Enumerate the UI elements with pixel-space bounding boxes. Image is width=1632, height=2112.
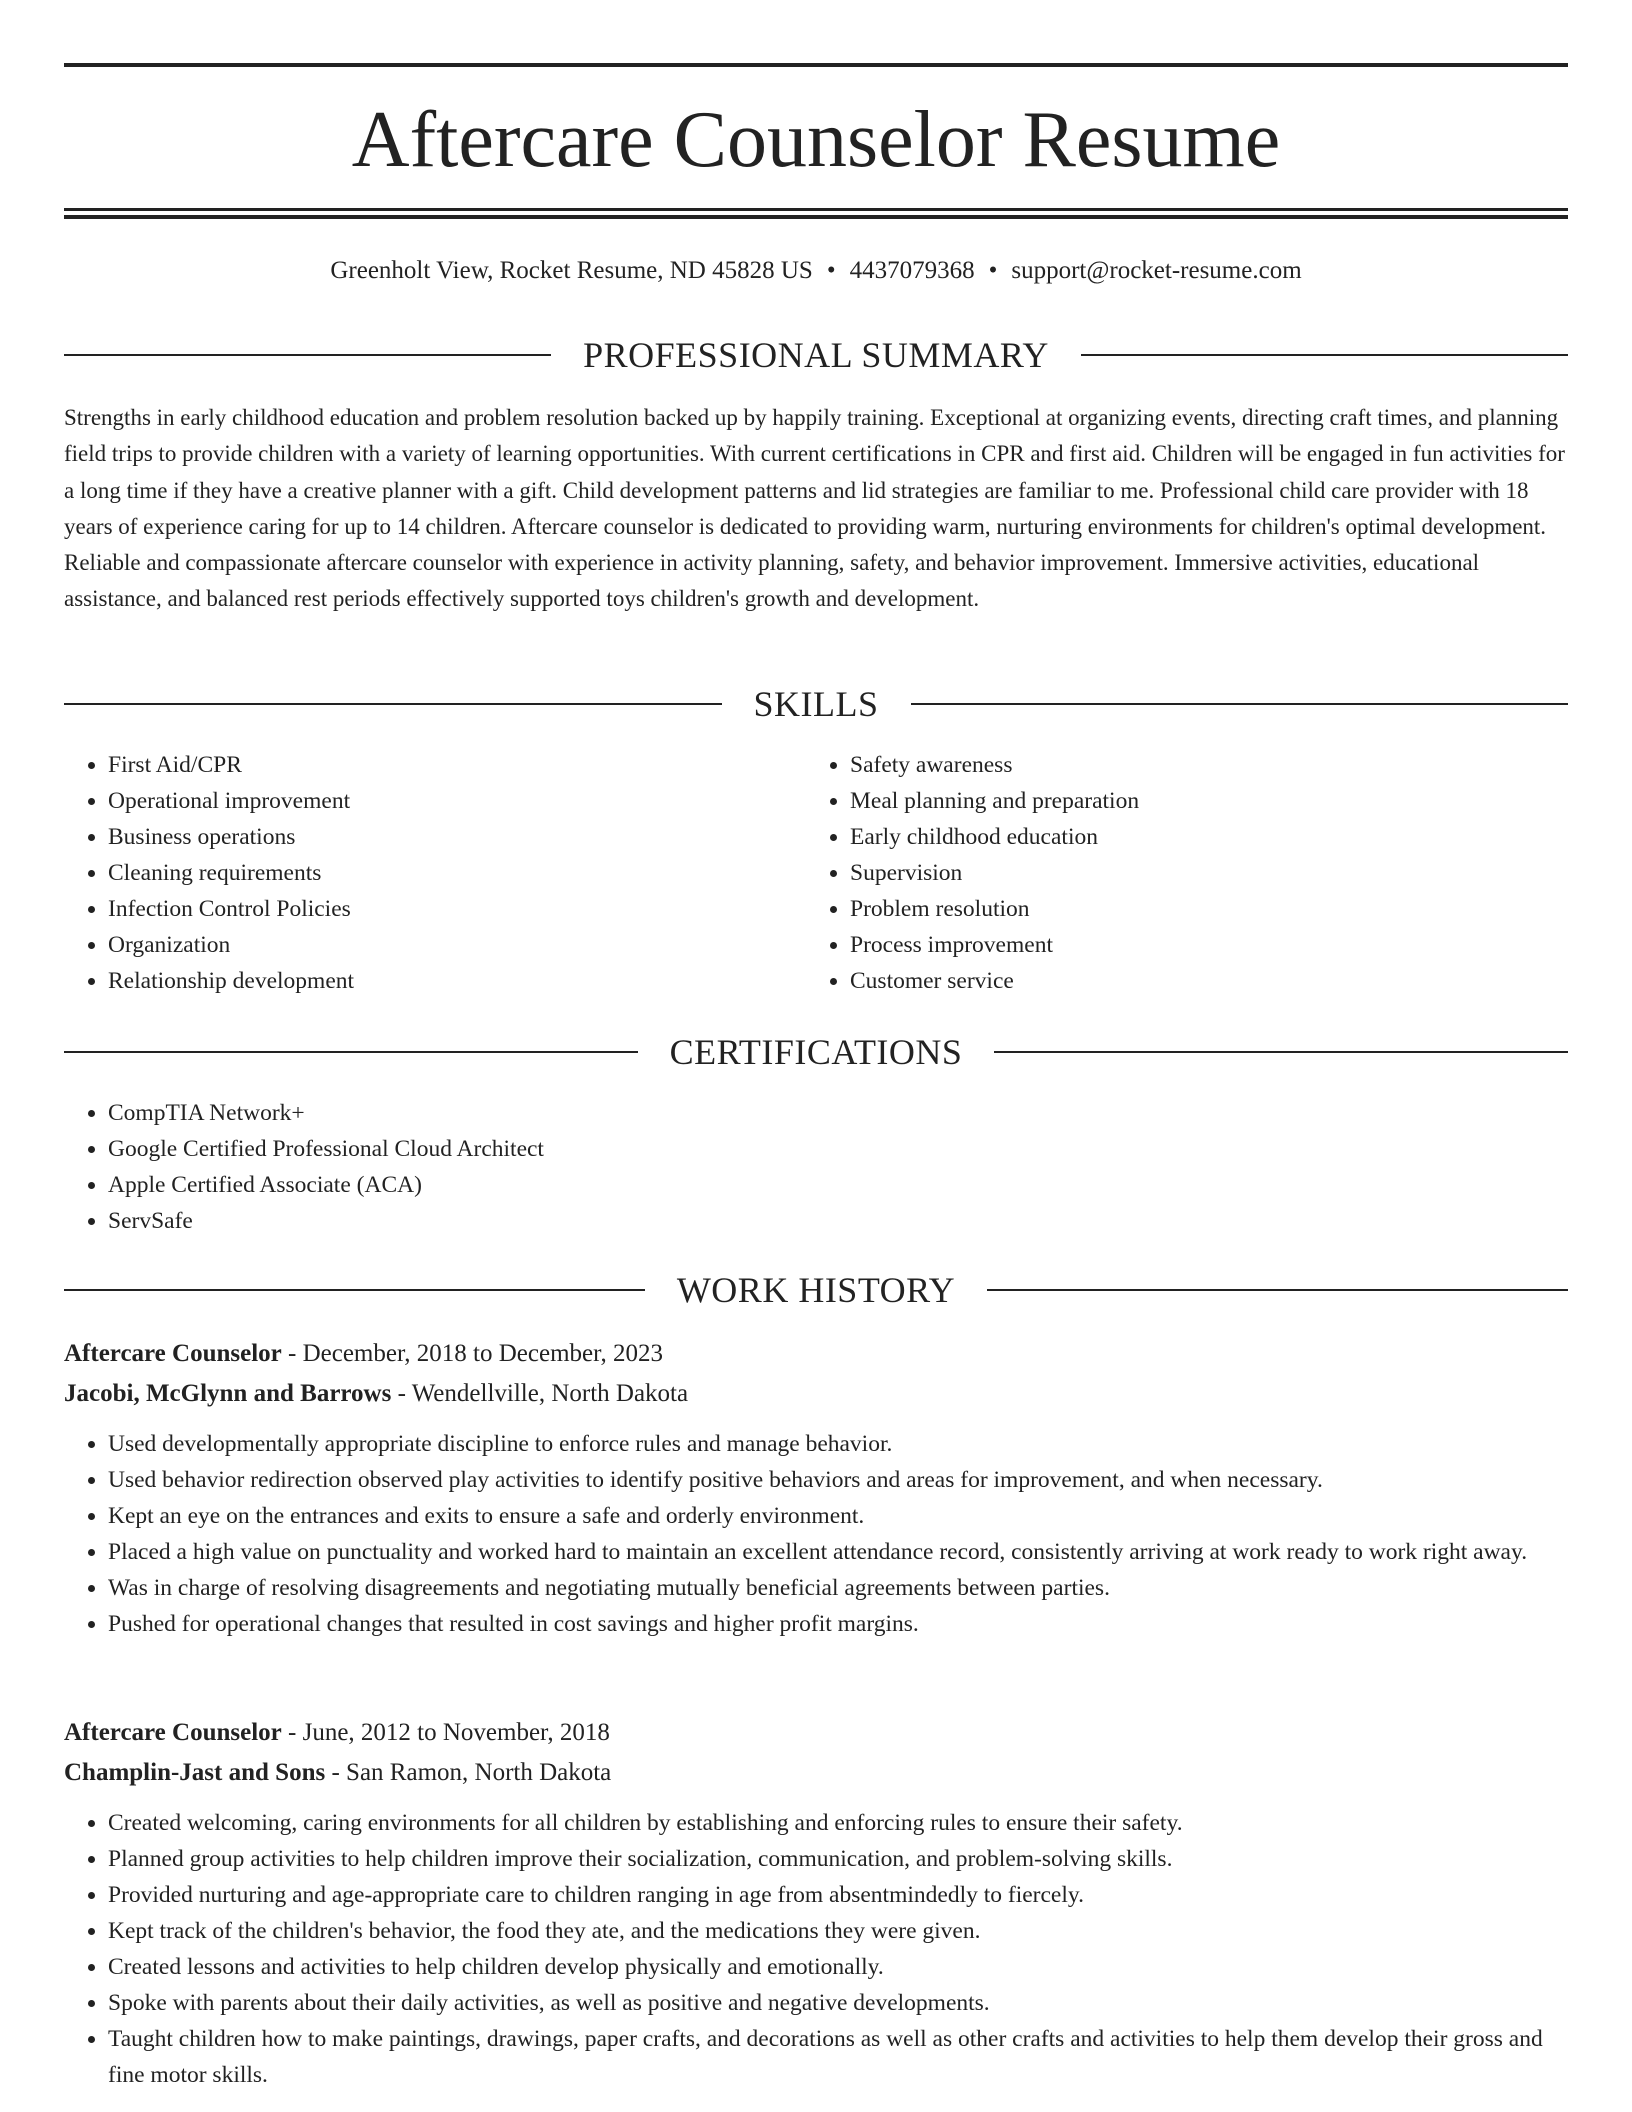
skill-item: • Problem resolution — [850, 891, 1546, 927]
work-history-heading — [64, 1268, 1568, 1312]
contact-line — [64, 253, 1568, 289]
skill-item: • Safety awareness — [850, 747, 1546, 783]
job-duty-item: • Pushed for operational changes that resulted in cost savings and higher profit margins. — [108, 1606, 1568, 1642]
job-duty-item: • Taught children how to make paintings, drawings, paper crafts, and decorations as well as other crafts and activities to help them develop their gross and fine motor skills. — [108, 2021, 1568, 2093]
skill-item: • Relationship development — [108, 963, 804, 999]
job-duty-item: • Spoke with parents about their daily activities, as well as positive and negative developments. — [108, 1985, 1568, 2021]
job-duty-item: • Created welcoming, caring environments for all children by establishing and enforcing rules to ensure their safety. — [108, 1805, 1568, 1841]
job-duty-item: • Provided nurturing and age-appropriate care to children ranging in age from absentmindedly to fiercely. — [108, 1877, 1568, 1913]
job-dates: - December, 2018 to December, 2023 — [288, 1340, 663, 1367]
job-company: Jacobi, McGlynn and Barrows — [64, 1380, 392, 1407]
heading-rule — [64, 354, 551, 356]
certification-item: • CompTIA Network+ — [108, 1095, 1568, 1131]
job-duty-item: • Created lessons and activities to help children develop physically and emotionally. — [108, 1949, 1568, 1985]
job-location: - Wendellville, North Dakota — [397, 1380, 689, 1407]
top-rule — [64, 63, 1568, 67]
heading-rule — [994, 1051, 1568, 1053]
heading-rule — [64, 703, 722, 705]
certification-item: • ServSafe — [108, 1203, 1568, 1239]
heading-rule — [64, 1289, 645, 1291]
job-entry — [64, 1334, 1568, 1642]
contact-phone: 4437079368 — [849, 257, 975, 284]
heading-rule — [911, 703, 1569, 705]
certification-item: • Apple Certified Associate (ACA) — [108, 1167, 1568, 1203]
certifications-heading-label: CERTIFICATIONS — [669, 1032, 963, 1072]
skill-item: • Operational improvement — [108, 783, 804, 819]
job-duties-list — [64, 1805, 1568, 2093]
summary-text: Strengths in early childhood education and problem resolution backed up by happily training. Exceptional at organizing events, directing craft times, and planning field trips to provide children with a variety of learning opportunities. With current certifications in CPR and first aid. Children will be engaged in fun activities for a long time if they have a creative planner with a gift. Child development patterns and lid strategies are familiar to me. Professional child care provider with 18 years of experience caring for up to 14 children. Aftercare counselor is dedicated to providing warm, nurturing environments for children's optimal development. Reliable and compassionate aftercare counselor with experience in activity planning, safety, and behavior improvement. Immersive activities, educational assistance, and balanced rest periods effectively supported toys children's growth and development. — [64, 405, 1565, 612]
contact-separator: • — [826, 257, 836, 284]
skills-list-left — [64, 747, 804, 999]
skills-heading-label: SKILLS — [753, 684, 879, 724]
job-dates: - June, 2012 to November, 2018 — [288, 1719, 610, 1746]
job-duty-item: • Planned group activities to help children improve their socialization, communication, and problem-solving skills. — [108, 1841, 1568, 1877]
job-duty-item: • Used developmentally appropriate discipline to enforce rules and manage behavior. — [108, 1426, 1568, 1462]
job-company-line — [64, 1374, 1568, 1414]
certifications-heading — [64, 1030, 1568, 1074]
job-role-line — [64, 1334, 1568, 1374]
skills-column-right — [806, 747, 1546, 999]
title-rule-upper — [64, 208, 1568, 211]
job-role: Aftercare Counselor — [64, 1340, 282, 1367]
heading-rule — [987, 1289, 1568, 1291]
heading-rule — [1081, 354, 1568, 356]
skill-item: • Cleaning requirements — [108, 855, 804, 891]
skill-item: • Early childhood education — [850, 819, 1546, 855]
contact-separator: • — [988, 257, 998, 284]
job-duties-list — [64, 1426, 1568, 1642]
skill-item: • Supervision — [850, 855, 1546, 891]
skill-item: • Organization — [108, 927, 804, 963]
certification-item: • Google Certified Professional Cloud Architect — [108, 1131, 1568, 1167]
summary-heading-label: PROFESSIONAL SUMMARY — [583, 335, 1049, 375]
heading-rule — [64, 1051, 638, 1053]
job-duty-item: • Used behavior redirection observed play activities to identify positive behaviors and areas for improvement, and when necessary. — [108, 1462, 1568, 1498]
summary-heading — [64, 333, 1568, 377]
resume-title: Aftercare Counselor Resume — [351, 96, 1281, 184]
skill-item: • Infection Control Policies — [108, 891, 804, 927]
skills-column-left — [64, 747, 804, 999]
skill-item: • Customer service — [850, 963, 1546, 999]
job-duty-item: • Placed a high value on punctuality and worked hard to maintain an excellent attendance record, consistently arriving at work ready to work right away. — [108, 1534, 1568, 1570]
contact-email: support@rocket-resume.com — [1011, 257, 1302, 284]
job-duty-item: • Kept track of the children's behavior, the food they ate, and the medications they were given. — [108, 1913, 1568, 1949]
certifications-list — [64, 1095, 1568, 1239]
job-entry — [64, 1713, 1568, 2093]
certifications-block — [64, 1095, 1568, 1239]
skill-item: • Meal planning and preparation — [850, 783, 1546, 819]
job-duty-item: • Kept an eye on the entrances and exits to ensure a safe and orderly environment. — [108, 1498, 1568, 1534]
job-company-line — [64, 1753, 1568, 1793]
title-rule-lower — [64, 215, 1568, 219]
job-duty-item: • Was in charge of resolving disagreements and negotiating mutually beneficial agreements between parties. — [108, 1570, 1568, 1606]
skills-heading — [64, 682, 1568, 726]
skill-item: • Process improvement — [850, 927, 1546, 963]
work-history-heading-label: WORK HISTORY — [676, 1270, 956, 1310]
skill-item: • First Aid/CPR — [108, 747, 804, 783]
job-location: - San Ramon, North Dakota — [331, 1759, 612, 1786]
contact-address: Greenholt View, Rocket Resume, ND 45828 US — [330, 257, 813, 284]
job-role: Aftercare Counselor — [64, 1719, 282, 1746]
skills-list-right — [806, 747, 1546, 999]
job-company: Champlin-Jast and Sons — [64, 1759, 326, 1786]
skill-item: • Business operations — [108, 819, 804, 855]
job-role-line — [64, 1713, 1568, 1753]
